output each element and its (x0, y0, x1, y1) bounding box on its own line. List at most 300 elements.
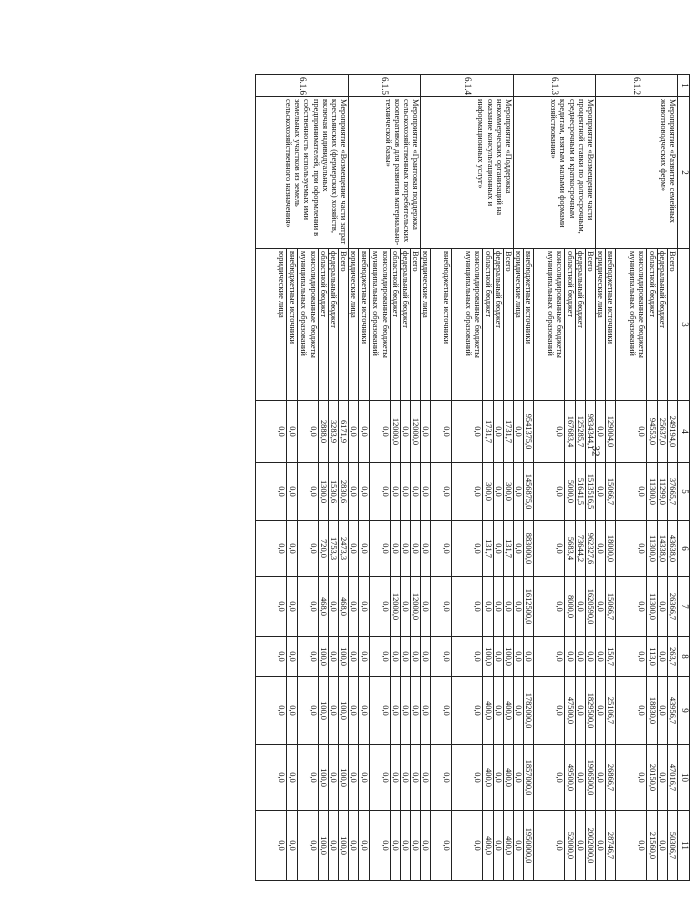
amount-cell: 300,0 (483, 463, 493, 521)
amount-cell: 0,0 (410, 745, 420, 811)
amount-cell: 5000,0 (565, 463, 575, 521)
amount-cell: 0,0 (595, 521, 605, 577)
amount-cell: 0,0 (575, 745, 585, 811)
column-number-row (678, 75, 690, 881)
amount-cell: 0,0 (431, 811, 452, 881)
page-number: 32 (589, 445, 602, 457)
amount-cell: 15066,7 (606, 577, 616, 637)
amount-cell: 0,0 (534, 577, 565, 637)
amount-cell: 0,0 (452, 577, 483, 637)
amount-cell: 400,0 (483, 811, 493, 881)
amount-cell: 100,0 (338, 677, 348, 745)
amount-cell: 0,0 (359, 745, 369, 811)
amount-cell: 0,0 (369, 577, 390, 637)
funding-source: Всего (410, 249, 420, 401)
measure-title: Мероприятие «Развитие семейных животноводческих ферм» (595, 97, 677, 249)
amount-cell: 0,0 (390, 811, 400, 881)
col-header: 5 (678, 463, 690, 521)
amount-cell: 962327,6 (585, 521, 595, 577)
amount-cell: 0,0 (349, 577, 359, 637)
measure-title: Мероприятие «Возмещение части процентной ставки по долгосрочным, среднесрочным и краткосрочным кредитам, взятым малыми формами хозяйствования» (513, 97, 595, 249)
amount-cell: 14338,0 (657, 521, 667, 577)
amount-cell: 0,0 (349, 677, 359, 745)
amount-cell: 0,0 (431, 577, 452, 637)
amount-cell: 0,0 (513, 677, 523, 745)
amount-cell: 0,0 (421, 463, 431, 521)
funding-source: консолидированные бюджеты муниципальных образований (297, 249, 318, 401)
amount-cell: 100,0 (338, 745, 348, 811)
amount-cell: 0,0 (287, 577, 297, 637)
amount-cell: 0,0 (390, 463, 400, 521)
amount-cell: 0,0 (534, 463, 565, 521)
funding-source: юридические лица (349, 249, 359, 401)
amount-cell: 0,0 (359, 521, 369, 577)
amount-cell: 1456875,0 (524, 463, 534, 521)
amount-cell: 2002000,0 (585, 811, 595, 881)
funding-source: федеральный бюджет (493, 249, 503, 401)
amount-cell: 0,0 (421, 637, 431, 677)
amount-cell: 400,0 (503, 811, 513, 881)
amount-cell: 0,0 (390, 677, 400, 745)
amount-cell: 0,0 (410, 637, 420, 677)
amount-cell: 300,0 (503, 463, 513, 521)
amount-cell: 0,0 (534, 745, 565, 811)
funding-source: консолидированные бюджеты муниципальных образований (534, 249, 565, 401)
amount-cell: 100,0 (318, 745, 328, 811)
amount-cell: 21560,0 (647, 811, 657, 881)
funding-source: областной бюджет (565, 249, 575, 401)
amount-cell: 0,0 (297, 401, 318, 463)
amount-cell: 0,0 (297, 521, 318, 577)
amount-cell: 0,0 (256, 521, 287, 577)
amount-cell: 0,0 (410, 521, 420, 577)
measure-code: 6.1.3 (513, 75, 595, 97)
amount-cell: 26366,7 (667, 577, 677, 637)
amount-cell: 0,0 (657, 677, 667, 745)
amount-cell: 26866,7 (606, 745, 616, 811)
amount-cell: 0,0 (349, 463, 359, 521)
amount-cell: 0,0 (585, 637, 595, 677)
amount-cell: 3283,9 (328, 401, 338, 463)
amount-cell: 0,0 (400, 577, 410, 637)
amount-cell: 43956,7 (667, 677, 677, 745)
funding-source: федеральный бюджет (328, 249, 338, 401)
amount-cell: 0,0 (616, 521, 647, 577)
amount-cell: 9834344,1 (585, 401, 595, 463)
amount-cell: 400,0 (503, 677, 513, 745)
funding-source: юридические лица (421, 249, 431, 401)
amount-cell: 100,0 (483, 637, 493, 677)
amount-cell: 129004,0 (606, 401, 616, 463)
amount-cell: 0,0 (400, 521, 410, 577)
amount-cell: 0,0 (452, 637, 483, 677)
amount-cell: 0,0 (616, 811, 647, 881)
amount-cell: 0,0 (328, 637, 338, 677)
amount-cell: 11300,0 (647, 521, 657, 577)
amount-cell: 0,0 (328, 811, 338, 881)
amount-cell: 100,0 (318, 677, 328, 745)
amount-cell: 11300,0 (647, 577, 657, 637)
amount-cell: 0,0 (431, 745, 452, 811)
funding-source: консолидированные бюджеты муниципальных образований (452, 249, 483, 401)
amount-cell: 0,0 (349, 745, 359, 811)
amount-cell: 28746,7 (606, 811, 616, 881)
amount-cell: 1782000,0 (524, 677, 534, 745)
amount-cell: 0,0 (297, 811, 318, 881)
funding-source: федеральный бюджет (657, 249, 667, 401)
amount-cell: 12000,0 (410, 577, 420, 637)
amount-cell: 1620590,0 (585, 577, 595, 637)
amount-cell: 15066,7 (606, 463, 616, 521)
amount-cell: 0,0 (287, 521, 297, 577)
amount-cell: 0,0 (410, 811, 420, 881)
amount-cell: 0,0 (287, 401, 297, 463)
col-header: 6 (678, 521, 690, 577)
amount-cell: 0,0 (431, 677, 452, 745)
funding-source: областной бюджет (483, 249, 493, 401)
amount-cell: 37665,7 (667, 463, 677, 521)
amount-cell: 0,0 (503, 577, 513, 637)
amount-cell: 0,0 (359, 811, 369, 881)
amount-cell: 0,0 (328, 577, 338, 637)
amount-cell: 0,0 (452, 677, 483, 745)
amount-cell: 0,0 (256, 745, 287, 811)
amount-cell: 18830,0 (647, 677, 657, 745)
amount-cell: 0,0 (349, 521, 359, 577)
amount-cell: 1857000,0 (524, 745, 534, 811)
funding-source: Всего (667, 249, 677, 401)
amount-cell: 720,0 (318, 521, 328, 577)
amount-cell: 2830,6 (338, 463, 348, 521)
amount-cell: 0,0 (493, 745, 503, 811)
measure-code: 6.1.4 (421, 75, 514, 97)
col-header: 4 (678, 401, 690, 463)
funding-source: юридические лица (513, 249, 523, 401)
funding-source: консолидированные бюджеты муниципальных образований (616, 249, 647, 401)
amount-cell: 1731,7 (503, 401, 513, 463)
amount-cell: 51641,5 (575, 463, 585, 521)
amount-cell: 43638,0 (667, 521, 677, 577)
amount-cell: 1950000,0 (524, 811, 534, 881)
amount-cell: 2888,0 (318, 401, 328, 463)
funding-source: Всего (338, 249, 348, 401)
amount-cell: 0,0 (297, 637, 318, 677)
amount-cell: 0,0 (369, 521, 390, 577)
amount-cell: 131,7 (483, 521, 493, 577)
funding-source: Всего (503, 249, 513, 401)
amount-cell: 400,0 (503, 745, 513, 811)
amount-cell: 0,0 (359, 401, 369, 463)
amount-cell: 0,0 (595, 811, 605, 881)
amount-cell: 0,0 (616, 577, 647, 637)
amount-cell: 0,0 (400, 463, 410, 521)
amount-cell: 1530,6 (328, 463, 338, 521)
amount-cell: 0,0 (369, 637, 390, 677)
col-header: 7 (678, 577, 690, 637)
amount-cell: 0,0 (400, 811, 410, 881)
amount-cell: 0,0 (493, 677, 503, 745)
amount-cell: 0,0 (359, 577, 369, 637)
amount-cell: 0,0 (328, 677, 338, 745)
amount-cell: 0,0 (369, 745, 390, 811)
amount-cell: 0,0 (369, 463, 390, 521)
col-header: 1 (678, 75, 690, 97)
amount-cell: 25637,0 (657, 401, 667, 463)
amount-cell: 1829500,0 (585, 677, 595, 745)
amount-cell: 0,0 (616, 401, 647, 463)
amount-cell: 113,0 (647, 637, 657, 677)
amount-cell: 0,0 (390, 521, 400, 577)
amount-cell: 0,0 (452, 463, 483, 521)
funding-source: областной бюджет (390, 249, 400, 401)
amount-cell: 1906500,0 (585, 745, 595, 811)
amount-cell: 0,0 (297, 463, 318, 521)
amount-cell: 0,0 (575, 811, 585, 881)
amount-cell: 0,0 (328, 745, 338, 811)
amount-cell: 0,0 (595, 677, 605, 745)
amount-cell: 263,7 (667, 637, 677, 677)
table-row (503, 75, 513, 881)
amount-cell: 468,0 (338, 577, 348, 637)
amount-cell: 0,0 (431, 401, 452, 463)
amount-cell: 8000,0 (565, 577, 575, 637)
funding-source: консолидированные бюджеты муниципальных образований (369, 249, 390, 401)
amount-cell: 0,0 (421, 811, 431, 881)
amount-cell: 0,0 (575, 637, 585, 677)
amount-cell: 0,0 (349, 401, 359, 463)
amount-cell: 12000,0 (410, 401, 420, 463)
amount-cell: 0,0 (410, 463, 420, 521)
amount-cell: 49500,0 (565, 745, 575, 811)
amount-cell: 0,0 (287, 677, 297, 745)
amount-cell: 468,0 (318, 577, 328, 637)
amount-cell: 0,0 (595, 745, 605, 811)
amount-cell: 0,0 (493, 463, 503, 521)
amount-cell: 0,0 (421, 745, 431, 811)
amount-cell: 0,0 (575, 577, 585, 637)
col-header: 3 (678, 249, 690, 401)
funding-source: внебюджетные источники (431, 249, 452, 401)
amount-cell: 0,0 (513, 463, 523, 521)
amount-cell: 9541375,0 (524, 401, 534, 463)
amount-cell: 0,0 (359, 677, 369, 745)
amount-cell: 0,0 (657, 577, 667, 637)
amount-cell: 0,0 (657, 811, 667, 881)
col-header: 10 (678, 745, 690, 811)
amount-cell: 100,0 (338, 637, 348, 677)
amount-cell: 73644,2 (575, 521, 585, 577)
amount-cell: 0,0 (493, 577, 503, 637)
funding-table (255, 74, 690, 881)
amount-cell: 0,0 (421, 521, 431, 577)
funding-source: внебюджетные источники (524, 249, 534, 401)
table-row (667, 75, 677, 881)
amount-cell: 0,0 (534, 401, 565, 463)
amount-cell: 1753,3 (328, 521, 338, 577)
amount-cell: 131,7 (503, 521, 513, 577)
amount-cell: 167683,4 (565, 401, 575, 463)
amount-cell: 0,0 (400, 401, 410, 463)
measure-title: Мероприятие «Поддержка некоммерческих организаций на оказание консультационных и информационных услуг» (421, 97, 514, 249)
amount-cell: 1300,0 (318, 463, 328, 521)
funding-source: областной бюджет (318, 249, 328, 401)
measure-title: Мероприятие «Грантовая поддержка сельскохозяйственных потребительских кооперативов для развития материально-технической базы» (349, 97, 421, 249)
amount-cell: 20150,0 (647, 745, 657, 811)
amount-cell: 0,0 (513, 577, 523, 637)
amount-cell: 11299,0 (657, 463, 667, 521)
amount-cell: 50306,7 (667, 811, 677, 881)
amount-cell: 0,0 (349, 637, 359, 677)
amount-cell: 0,0 (595, 401, 605, 463)
funding-source: внебюджетные источники (606, 249, 616, 401)
amount-cell: 1731,7 (483, 401, 493, 463)
col-header: 2 (678, 97, 690, 249)
amount-cell: 0,0 (369, 677, 390, 745)
amount-cell: 0,0 (616, 463, 647, 521)
amount-cell: 0,0 (359, 463, 369, 521)
amount-cell: 1513516,5 (585, 463, 595, 521)
amount-cell: 0,0 (431, 463, 452, 521)
amount-cell: 0,0 (452, 745, 483, 811)
amount-cell: 0,0 (369, 401, 390, 463)
table-row (585, 75, 595, 881)
amount-cell: 100,0 (338, 811, 348, 881)
amount-cell: 0,0 (369, 811, 390, 881)
measure-code: 6.1.2 (595, 75, 677, 97)
amount-cell: 0,0 (256, 401, 287, 463)
amount-cell: 0,0 (513, 811, 523, 881)
amount-cell: 0,0 (410, 677, 420, 745)
amount-cell: 0,0 (297, 745, 318, 811)
amount-cell: 0,0 (534, 637, 565, 677)
amount-cell: 1612500,0 (524, 577, 534, 637)
amount-cell: 0,0 (483, 577, 493, 637)
amount-cell: 5683,4 (565, 521, 575, 577)
amount-cell: 0,0 (616, 637, 647, 677)
amount-cell: 25106,7 (606, 677, 616, 745)
funding-source: юридические лица (256, 249, 287, 401)
funding-source: федеральный бюджет (400, 249, 410, 401)
amount-cell: 6171,9 (338, 401, 348, 463)
amount-cell: 883000,0 (524, 521, 534, 577)
amount-cell: 0,0 (513, 637, 523, 677)
measure-title: Мероприятие «Возмещение части затрат крестьянских (фермерских) хозяйств, включая индивидуальных предпринимателей, при оформлении в собственность используемых ими земельных участков из земель сельскохозяйственного назначения» (256, 97, 349, 249)
amount-cell: 100,0 (318, 637, 328, 677)
amount-cell: 0,0 (400, 637, 410, 677)
amount-cell: 0,0 (390, 637, 400, 677)
amount-cell: 0,0 (287, 745, 297, 811)
amount-cell: 0,0 (534, 811, 565, 881)
col-header: 9 (678, 677, 690, 745)
funding-source: федеральный бюджет (575, 249, 585, 401)
amount-cell: 100,0 (503, 637, 513, 677)
amount-cell: 0,0 (534, 521, 565, 577)
amount-cell: 0,0 (287, 811, 297, 881)
amount-cell: 0,0 (595, 463, 605, 521)
amount-cell: 400,0 (483, 677, 493, 745)
amount-cell: 0,0 (534, 677, 565, 745)
amount-cell: 0,0 (452, 521, 483, 577)
amount-cell: 52000,0 (565, 811, 575, 881)
amount-cell: 18000,0 (606, 521, 616, 577)
amount-cell: 0,0 (297, 677, 318, 745)
amount-cell: 0,0 (297, 577, 318, 637)
amount-cell: 0,0 (256, 577, 287, 637)
amount-cell: 0,0 (657, 637, 667, 677)
rotated-table-sheet (84, 74, 690, 880)
amount-cell: 0,0 (400, 677, 410, 745)
amount-cell: 12000,0 (390, 401, 400, 463)
amount-cell: 0,0 (452, 811, 483, 881)
amount-cell: 0,0 (595, 637, 605, 677)
amount-cell: 150,7 (606, 637, 616, 677)
amount-cell: 0,0 (513, 401, 523, 463)
amount-cell: 0,0 (256, 677, 287, 745)
funding-source: Всего (585, 249, 595, 401)
amount-cell: 0,0 (256, 637, 287, 677)
amount-cell: 125285,7 (575, 401, 585, 463)
amount-cell: 0,0 (431, 521, 452, 577)
amount-cell: 0,0 (595, 577, 605, 637)
amount-cell: 400,0 (483, 745, 493, 811)
amount-cell: 0,0 (452, 401, 483, 463)
amount-cell: 2473,3 (338, 521, 348, 577)
amount-cell: 47500,0 (565, 677, 575, 745)
funding-source: внебюджетные источники (287, 249, 297, 401)
funding-source: внебюджетные источники (359, 249, 369, 401)
amount-cell: 12000,0 (390, 577, 400, 637)
amount-cell: 0,0 (565, 637, 575, 677)
amount-cell: 0,0 (616, 745, 647, 811)
amount-cell: 0,0 (513, 521, 523, 577)
amount-cell: 0,0 (657, 745, 667, 811)
amount-cell: 0,0 (575, 677, 585, 745)
amount-cell: 0,0 (493, 811, 503, 881)
table-row (410, 75, 420, 881)
amount-cell: 0,0 (421, 577, 431, 637)
amount-cell: 0,0 (421, 677, 431, 745)
amount-cell: 0,0 (287, 463, 297, 521)
amount-cell: 0,0 (349, 811, 359, 881)
table-row (338, 75, 348, 881)
amount-cell: 249194,0 (667, 401, 677, 463)
measure-code: 6.1.5 (349, 75, 421, 97)
table-body (256, 75, 690, 881)
amount-cell: 0,0 (431, 637, 452, 677)
amount-cell: 0,0 (493, 637, 503, 677)
amount-cell: 0,0 (513, 745, 523, 811)
amount-cell: 100,0 (318, 811, 328, 881)
amount-cell: 0,0 (616, 677, 647, 745)
amount-cell: 0,0 (421, 401, 431, 463)
funding-source: юридические лица (595, 249, 605, 401)
amount-cell: 0,0 (400, 745, 410, 811)
col-header: 11 (678, 811, 690, 881)
funding-source: областной бюджет (647, 249, 657, 401)
amount-cell: 0,0 (493, 521, 503, 577)
amount-cell: 11300,0 (647, 463, 657, 521)
amount-cell: 94553,0 (647, 401, 657, 463)
amount-cell: 0,0 (256, 463, 287, 521)
amount-cell: 0,0 (287, 637, 297, 677)
amount-cell: 0,0 (256, 811, 287, 881)
amount-cell: 0,0 (390, 745, 400, 811)
amount-cell: 0,0 (359, 637, 369, 677)
amount-cell: 0,0 (524, 637, 534, 677)
amount-cell: 47016,7 (667, 745, 677, 811)
col-header: 8 (678, 637, 690, 677)
amount-cell: 0,0 (493, 401, 503, 463)
